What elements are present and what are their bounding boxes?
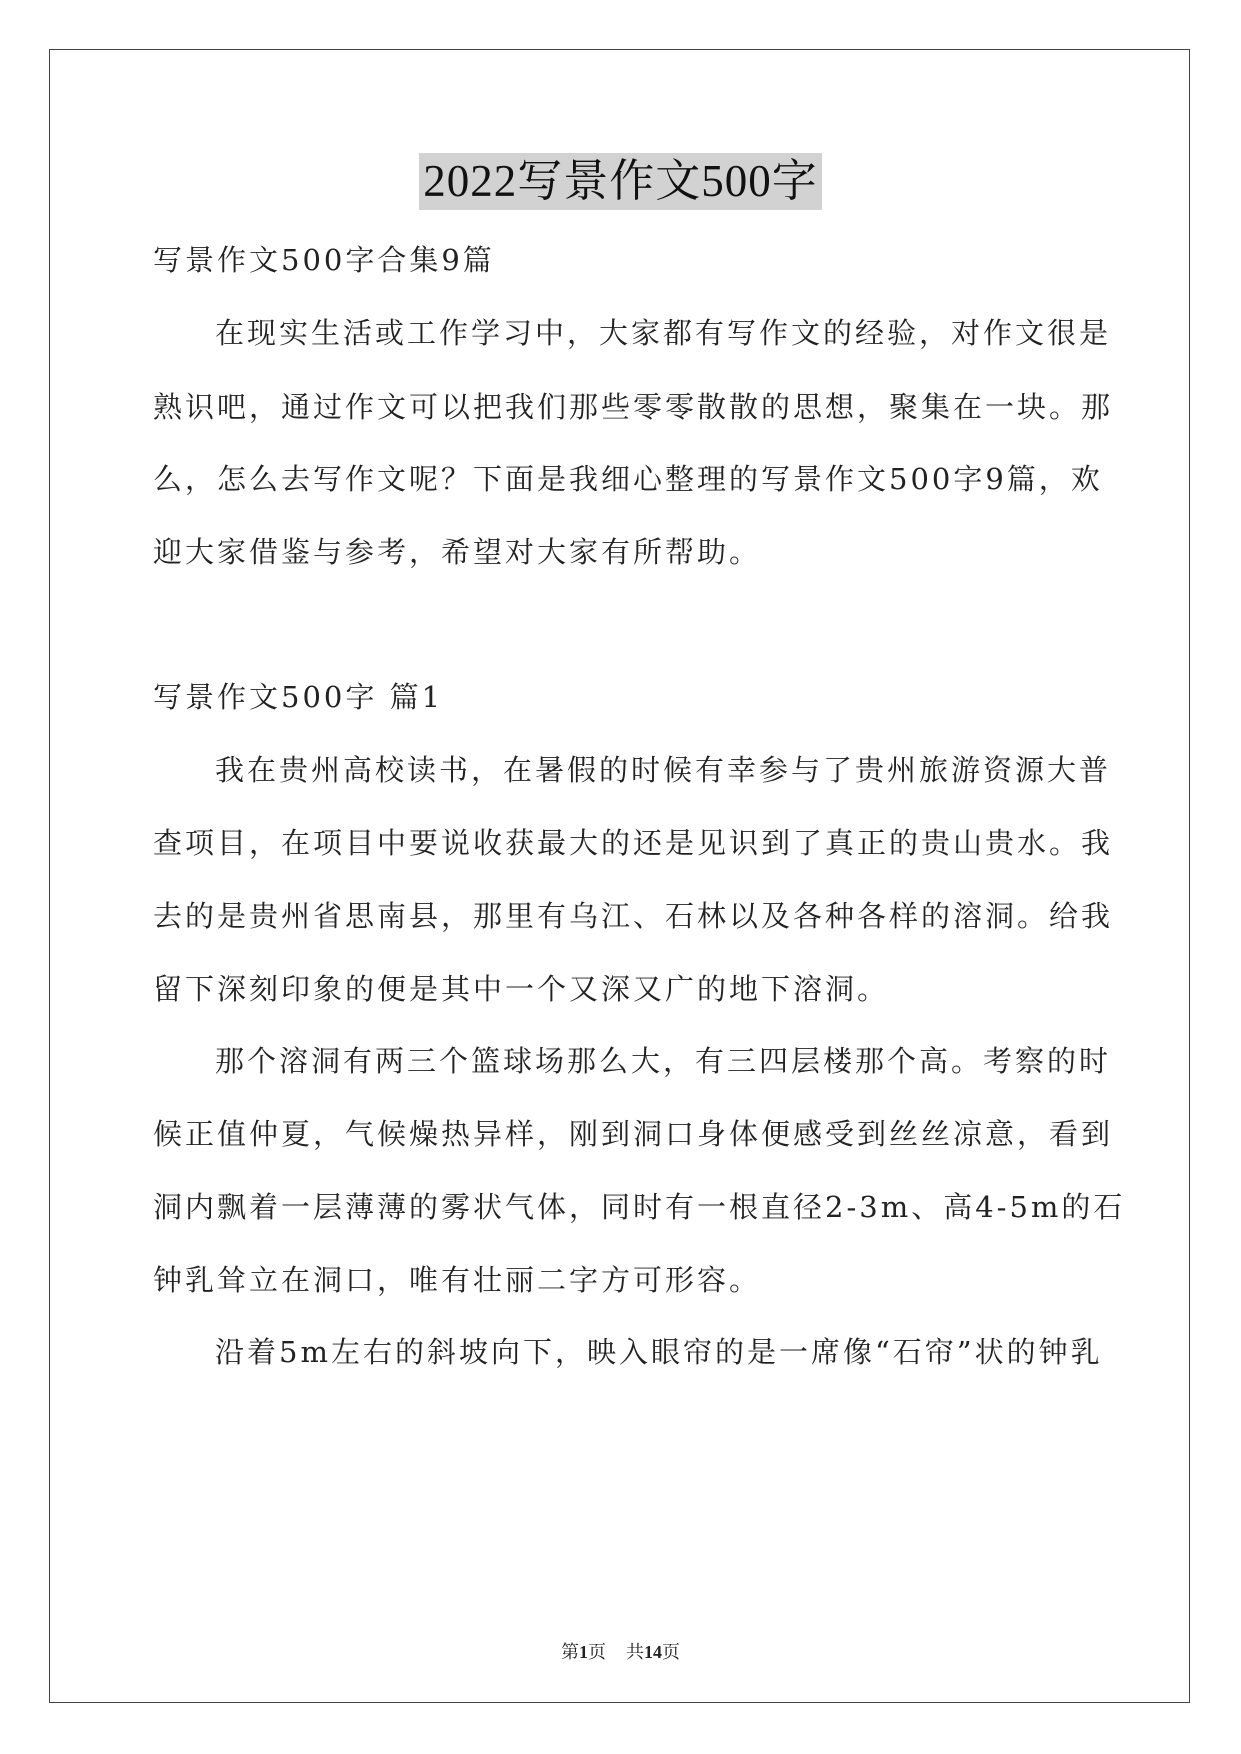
document-subtitle: 写景作文500字合集9篇 [153, 243, 495, 277]
intro-line: 么，怎么去写作文呢？下面是我细心整理的写景作文500字9篇，欢 [153, 462, 1103, 496]
intro-line: 迎大家借鉴与参考，希望对大家有所帮助。 [153, 535, 762, 569]
page-label-suffix: 页 [588, 1642, 606, 1662]
paragraph-line: 候正值仲夏，气候燥热异样，刚到洞口身体便感受到丝丝凉意，看到 [153, 1117, 1114, 1151]
paragraph-line: 去的是贵州省思南县，那里有乌江、石林以及各种各样的溶洞。给我 [153, 899, 1114, 933]
paragraph-line: 留下深刻印象的便是其中一个又深又广的地下溶洞。 [153, 972, 890, 1006]
total-label-suffix: 页 [662, 1642, 680, 1662]
intro-line: 在现实生活或工作学习中，大家都有写作文的经验，对作文很是 [215, 316, 1112, 350]
paragraph-line: 查项目，在项目中要说收获最大的还是见识到了真正的贵山贵水。我 [153, 826, 1114, 860]
paragraph-line: 钟乳耸立在洞口，唯有壮丽二字方可形容。 [153, 1263, 762, 1297]
paragraph-line: 沿着5m左右的斜坡向下，映入眼帘的是一席像“石帘”状的钟乳 [215, 1335, 1103, 1369]
section-heading: 写景作文500字 篇1 [153, 680, 444, 714]
page-label-prefix: 第 [561, 1642, 579, 1662]
document-title: 2022写景作文500字 [419, 153, 822, 210]
paragraph-line: 洞内飘着一层薄薄的雾状气体，同时有一根直径2-3m、高4-5m的石 [153, 1190, 1126, 1224]
total-page-count: 14 [644, 1642, 662, 1662]
current-page-number: 1 [579, 1642, 588, 1662]
title-container [0, 153, 1241, 210]
paragraph-line: 那个溶洞有两三个篮球场那么大，有三四层楼那个高。考察的时 [215, 1044, 1112, 1078]
intro-line: 熟识吧，通过作文可以把我们那些零零散散的思想，聚集在一块。那 [153, 390, 1114, 424]
paragraph-line: 我在贵州高校读书，在暑假的时候有幸参与了贵州旅游资源大普 [215, 753, 1112, 787]
page-border [49, 49, 1190, 1703]
total-label-prefix: 共 [626, 1642, 644, 1662]
page-footer [0, 1638, 1241, 1664]
